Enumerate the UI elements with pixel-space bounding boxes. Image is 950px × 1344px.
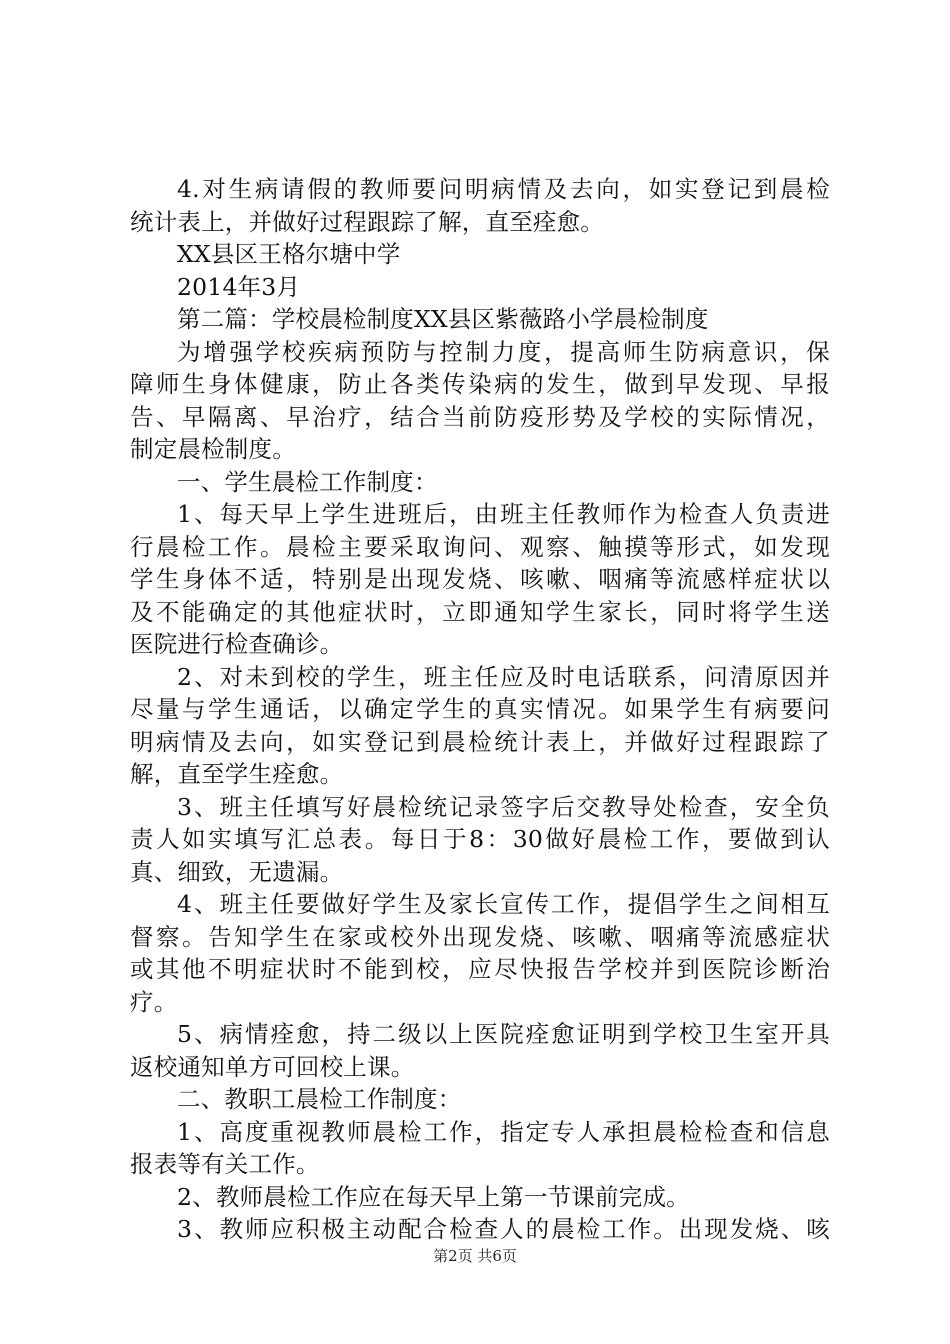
text-line: 3、班主任填写好晨检统记录签字后交教导处检查，安全负: [177, 792, 830, 821]
page-number-label: 第2页 共6页: [433, 1247, 517, 1265]
text-line: 返校通知单方可回校上课。: [130, 1052, 415, 1081]
text-line: 第二篇：学校晨检制度XX县区紫薇路小学晨检制度: [177, 305, 709, 333]
text-line: 障师生身体健康，防止各类传染病的发生，做到早发现、早报: [130, 370, 830, 398]
document-body: [130, 173, 830, 1246]
text-line: 学生身体不适，特别是出现发烧、咳嗽、咽痛等流感样症状以: [130, 565, 830, 593]
text-line: 报表等有关工作。: [130, 1150, 320, 1178]
text-line: 行晨检工作。晨检主要采取询问、观察、触摸等形式，如发现: [130, 532, 830, 561]
text-line: 3、教师应积极主动配合检查人的晨检工作。出现发烧、咳: [177, 1215, 830, 1243]
text-line: 为增强学校疾病预防与控制力度，提高师生防病意识，保: [177, 337, 830, 366]
text-line: 或其他不明症状时不能到校，应尽快报告学校并到医院诊断治: [130, 955, 830, 983]
text-line: 一、学生晨检工作制度：: [177, 467, 438, 496]
text-line: 责人如实填写汇总表。每日于8：30做好晨检工作，要做到认: [130, 825, 830, 853]
text-line: 1、每天早上学生进班后，由班主任教师作为检查人负责进: [177, 500, 830, 528]
text-line: 督察。告知学生在家或校外出现发烧、咳嗽、咽痛等流感症状: [130, 922, 830, 951]
text-line: XX县区王格尔塘中学: [177, 240, 401, 268]
text-line: 4、班主任要做好学生及家长宣传工作，提倡学生之间相互: [177, 890, 830, 918]
text-line: 告、早隔离、早治疗，结合当前防疫形势及学校的实际情况，: [130, 402, 830, 431]
text-line: 1、高度重视教师晨检工作，指定专人承担晨检检查和信息: [177, 1117, 830, 1146]
text-line: 4.对生病请假的教师要问明病情及去向，如实登记到晨检: [177, 175, 830, 203]
text-line: 制定晨检制度。: [130, 435, 296, 463]
text-line: 真、细致，无遗漏。: [130, 857, 344, 886]
text-line: 疗。: [130, 987, 178, 1016]
text-line: 2、对未到校的学生，班主任应及时电话联系，问清原因并: [177, 662, 830, 691]
text-line: 二、教职工晨检工作制度：: [177, 1085, 462, 1113]
text-line: 明病情及去向，如实登记到晨检统计表上，并做好过程跟踪了: [130, 727, 830, 756]
text-line: 尽量与学生通话，以确定学生的真实情况。如果学生有病要问: [130, 695, 830, 723]
text-line: 医院进行检查确诊。: [130, 630, 344, 658]
text-line: 2014年3月: [177, 272, 301, 301]
page-footer: [0, 1246, 950, 1266]
text-line: 及不能确定的其他症状时，立即通知学生家长，同时将学生送: [130, 597, 830, 626]
text-line: 统计表上，并做好过程跟踪了解，直至痊愈。: [130, 207, 604, 236]
text-line: 5、病情痊愈，持二级以上医院痊愈证明到学校卫生室开具: [177, 1020, 830, 1048]
text-line: 解，直至学生痊愈。: [130, 760, 344, 788]
text-line: 2、教师晨检工作应在每天早上第一节课前完成。: [177, 1182, 690, 1211]
